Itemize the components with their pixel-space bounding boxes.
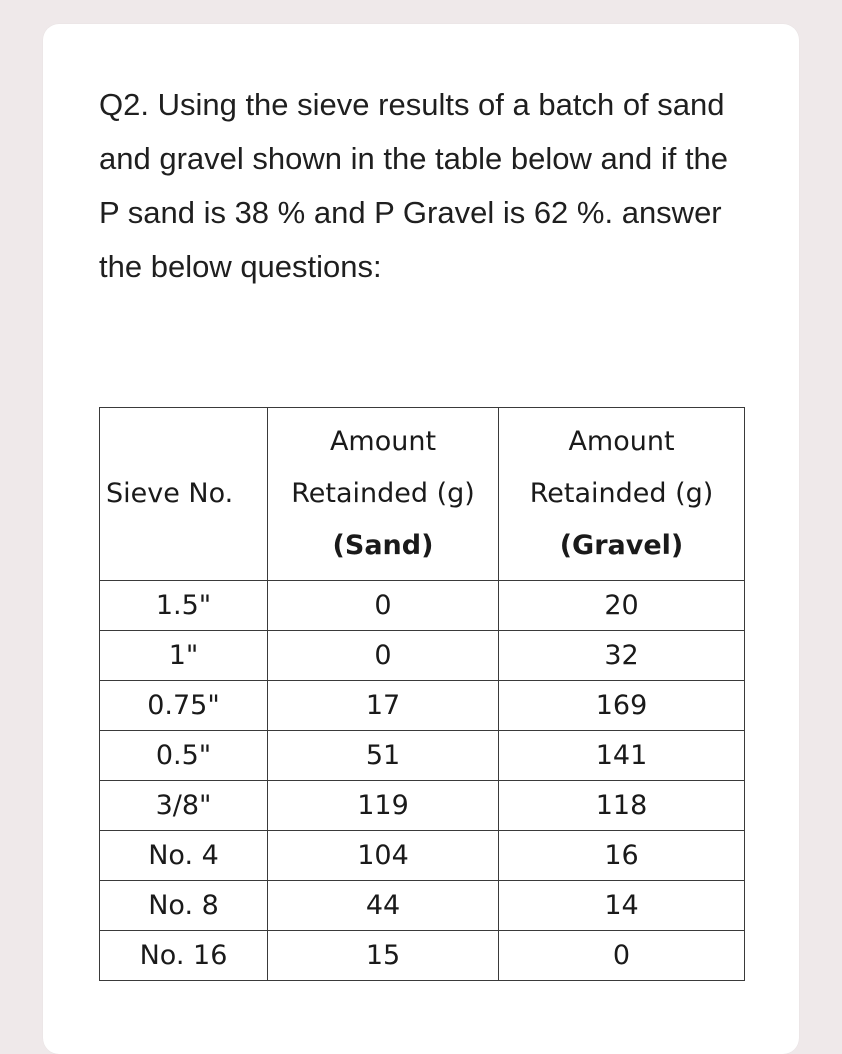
cell-gravel: 32 <box>499 631 745 681</box>
header-sand-line2: Retainded (g) <box>291 478 475 509</box>
cell-sand: 44 <box>268 881 499 931</box>
cell-sand: 104 <box>268 831 499 881</box>
header-sand <box>268 408 499 581</box>
header-gravel-line3: (Gravel) <box>559 530 684 561</box>
cell-sieve: No. 8 <box>100 881 268 931</box>
cell-sand: 119 <box>268 781 499 831</box>
table-row <box>100 731 745 781</box>
cell-sand: 0 <box>268 631 499 681</box>
table-row <box>100 781 745 831</box>
cell-gravel: 118 <box>499 781 745 831</box>
cell-sieve: 0.5" <box>100 731 268 781</box>
table-row <box>100 831 745 881</box>
table-row <box>100 681 745 731</box>
question-text: Q2. Using the sieve results of a batch of sand and gravel shown in the table below and if the P sand is 38 % and P Gravel is 62 %. answer the below questions: <box>99 87 729 284</box>
cell-gravel: 20 <box>499 581 745 631</box>
header-gravel-line1: Amount <box>568 426 675 457</box>
cell-sieve: No. 16 <box>100 931 268 981</box>
cell-sand: 17 <box>268 681 499 731</box>
header-sand-line1: Amount <box>329 426 437 457</box>
header-sieve-no: Sieve No. <box>100 408 268 581</box>
cell-sieve: 1" <box>100 631 268 681</box>
cell-sand: 0 <box>268 581 499 631</box>
cell-sieve: 3/8" <box>100 781 268 831</box>
sieve-table <box>99 407 745 981</box>
table-header-row <box>100 408 745 581</box>
header-sand-line3: (Sand) <box>332 530 434 561</box>
cell-gravel: 169 <box>499 681 745 731</box>
cell-gravel: 14 <box>499 881 745 931</box>
table-row <box>100 581 745 631</box>
header-gravel <box>499 408 745 581</box>
table-row <box>100 931 745 981</box>
header-gravel-line2: Retainded (g) <box>529 478 714 509</box>
cell-sand: 51 <box>268 731 499 781</box>
cell-sieve: No. 4 <box>100 831 268 881</box>
table-row <box>100 631 745 681</box>
cell-sieve: 0.75" <box>100 681 268 731</box>
cell-gravel: 16 <box>499 831 745 881</box>
cell-gravel: 0 <box>499 931 745 981</box>
cell-sand: 15 <box>268 931 499 981</box>
cell-gravel: 141 <box>499 731 745 781</box>
table-row <box>100 881 745 931</box>
cell-sieve: 1.5" <box>100 581 268 631</box>
